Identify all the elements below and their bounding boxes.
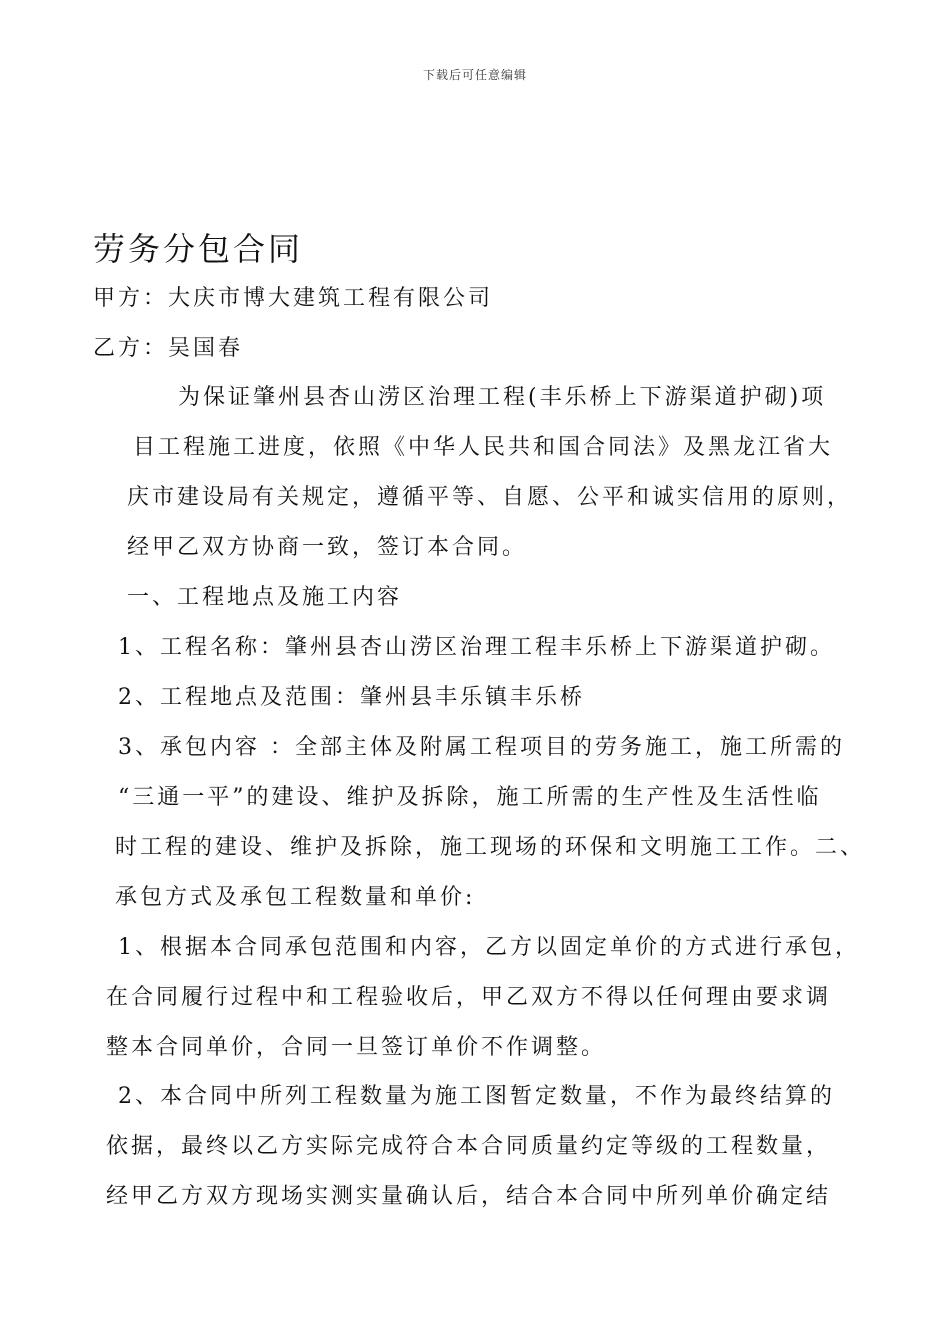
section-1-item-3: 3、承包内容 ：全部主体及附属工程项目的劳务施工，施工所需的 (118, 735, 845, 760)
party-a-line: 甲方：大庆市博大建筑工程有限公司 (93, 286, 494, 311)
header-note: 下载后可任意编辑 (422, 68, 527, 82)
section-1-item-1: 1、工程名称：肇州县杏山涝区治理工程丰乐桥上下游渠道护砌。 (118, 635, 835, 660)
preamble-line-2: 目工程施工进度，依照《中华人民共和国合同法》及黑龙江省大 (133, 435, 834, 460)
preamble-line-3: 庆市建设局有关规定，遵循平等、自愿、公平和诚实信用的原则， (127, 485, 853, 510)
document-title: 劳务分包合同 (93, 230, 304, 268)
section-2-item-1-cont-1: 在合同履行过程中和工程验收后，甲乙双方不得以任何理由要求调 (106, 985, 832, 1010)
preamble-line-1: 为保证肇州县杏山涝区治理工程(丰乐桥上下游渠道护砌)项 (178, 385, 827, 410)
section-2-item-2: 2、本合同中所列工程数量为施工图暂定数量，不作为最终结算的 (118, 1084, 835, 1109)
section-2-item-2-cont-1: 依据，最终以乙方实际完成符合本合同质量约定等级的工程数量， (106, 1134, 832, 1159)
section-1-heading: 一、工程地点及施工内容 (127, 585, 403, 610)
section-1-item-3-cont-2: 时工程的建设、维护及拆除，施工现场的环保和文明施工工作。二、 (115, 835, 866, 860)
section-2-item-1: 1、根据本合同承包范围和内容，乙方以固定单价的方式进行承包， (118, 935, 860, 960)
section-2-item-2-cont-2: 经甲乙方双方现场实测实量确认后，结合本合同中所列单价确定结 (106, 1184, 832, 1209)
party-b-line: 乙方：吴国春 (93, 336, 244, 361)
section-1-item-3-cont-1: “三通一平”的建设、维护及拆除，施工所需的生产性及生活性临 (118, 785, 822, 810)
section-2-heading-cont: 承包方式及承包工程数量和单价: (115, 885, 476, 910)
section-2-item-1-cont-2: 整本合同单价，合同一旦签订单价不作调整。 (106, 1035, 607, 1060)
section-1-item-2: 2、工程地点及范围：肇州县丰乐镇丰乐桥 (118, 685, 585, 710)
preamble-line-4: 经甲乙双方协商一致，签订本合同。 (127, 535, 528, 560)
